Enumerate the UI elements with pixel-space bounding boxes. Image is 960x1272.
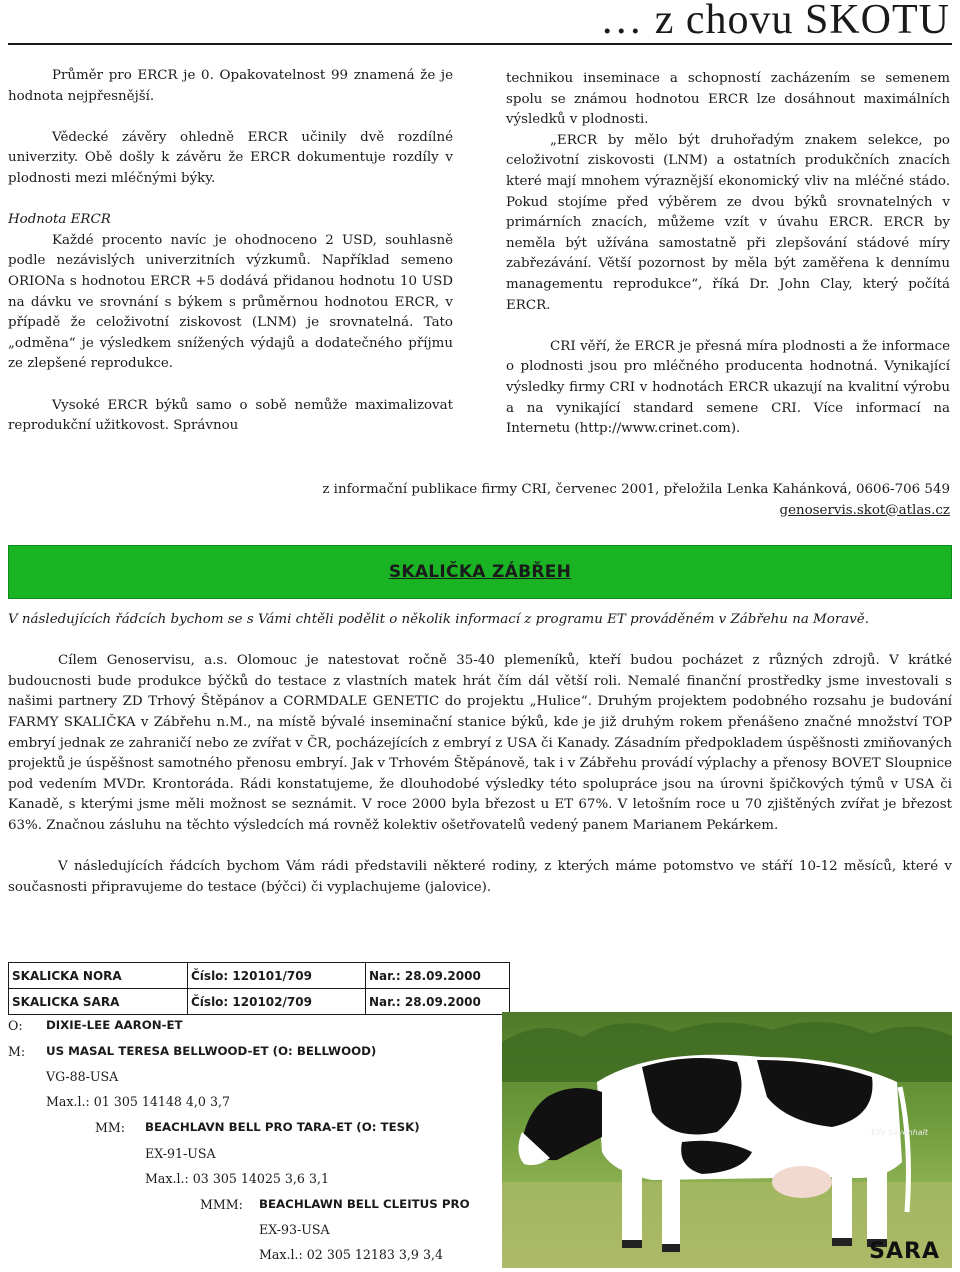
left-column	[8, 66, 453, 437]
header-rule	[8, 43, 952, 45]
lead-paragraph: V následujících řádcích bychom se s Vámi chtěli podělit o několik informací z programu ET prováděném v Zábřehu na Moravě.	[8, 612, 869, 627]
animal-number: Číslo: 120101/709	[188, 963, 366, 989]
paragraph: technikou inseminace a schopností zacházením se semenem spolu se známou hodnotou ERCR lze dosáhnout maximálních výsledků v plodnosti.	[506, 71, 950, 128]
sire-label: O:	[8, 1018, 23, 1033]
cow-photo	[502, 1012, 952, 1268]
dam-label: M:	[8, 1044, 26, 1059]
translation-credit	[190, 480, 950, 521]
table-row	[9, 963, 510, 989]
animal-birth-date: Nar.: 28.09.2000	[366, 963, 510, 989]
section-banner	[8, 545, 952, 599]
page-header-title: … z chovu SKOTU	[600, 0, 950, 43]
photo-label: SARA	[869, 1239, 940, 1264]
great-granddam-name: BEACHLAWN BELL CLEITUS PRO	[259, 1197, 470, 1211]
right-column	[506, 69, 950, 440]
great-granddam-max-lactation: Max.l.: 02 305 12183 3,9 3,4	[259, 1247, 443, 1262]
granddam-name: BEACHLAVN BELL PRO TARA-ET (O: TESK)	[145, 1120, 420, 1134]
animal-name: SKALICKA SARA	[9, 989, 188, 1015]
credit-email-link[interactable]: genoservis.skot@atlas.cz	[779, 502, 950, 518]
animal-birth-date: Nar.: 28.09.2000	[366, 989, 510, 1015]
dam-classification: VG-88-USA	[46, 1069, 119, 1084]
dam-max-lactation: Max.l.: 01 305 14148 4,0 3,7	[46, 1094, 230, 1109]
table-row	[9, 989, 510, 1015]
great-granddam-classification: EX-93-USA	[259, 1222, 330, 1237]
paragraph: Průměr pro ERCR je 0. Opakovatelnost 99 znamená že je hodnota nejpřesnější.	[8, 68, 453, 104]
granddam-label: MM:	[95, 1120, 126, 1135]
section-subheading: Hodnota ERCR	[8, 212, 111, 228]
paragraph: Každé procento navíc je ohodnoceno 2 USD, souhlasně podle nezávislých univerzitních výzkumů. Například semeno ORIONa s hodnotou ERCR +5 dodává přidanou hodnotu 10 USD na dávku ve srovnání s býkem s průměrnou hodnotou ERCR, v případě že celoživotní ziskovost (LNM) je srovnatelná. Tato „odměna“ je výsledkem snížených výdajů a dodatečného příjmu ze zlepšené reprodukce.	[8, 232, 453, 372]
cow-illustration	[502, 1012, 952, 1268]
photo-credit: Elly Savenhalt	[871, 1128, 928, 1137]
credit-line: z informační publikace firmy CRI, červenec 2001, přeložila Lenka Kahánková, 0606-706 549	[322, 482, 950, 497]
granddam-max-lactation: Max.l.: 03 305 14025 3,6 3,1	[145, 1171, 329, 1186]
sire-name: DIXIE-LEE AARON-ET	[46, 1018, 183, 1032]
animal-name: SKALICKA NORA	[9, 963, 188, 989]
article-body	[8, 610, 952, 898]
great-granddam-label: MMM:	[200, 1197, 243, 1212]
animal-number: Číslo: 120102/709	[188, 989, 366, 1015]
paragraph: Cílem Genoservisu, a.s. Olomouc je natestovat ročně 35-40 plemeníků, kteří budou pocházet z různých zdrojů. V krátké budoucnosti bude produkce býčků do testace z vlastních matek hrát čím dál větší roli. Nemalé finanční prostředky jsme investovali s našimi partnery ZD Trhový Štěpánov a CORMDALE GENETIC do projektu „Hulice“. Druhým projektem podobného rozsahu je budování FARMY SKALIČKA v Zábřehu n.M., na místě bývalé inseminační stanice býků, kde je již druhým rokem přenášeno značné množství TOP embryí jednak ze zahraničí nebo ze zvířat v ČR, pocházejících z embryí z USA či Kanady. Zásadním předpokladem úspěšnosti zmiňovaných projektů je úspěšnost samotného přenosu embryí. Jak v Trhovém Štěpánově, tak i v Zábřehu provádí výplachy a přenosy BOVET Sloupnice pod vedením MVDr. Krontoráda. Rádi konstatujeme, že dlouhodobé výsledky této spolupráce jsou na úrovni špičkových týmů v USA či Kanadě, s kterými jsme měli možnost se seznámit. V roce 2000 byla březost u ET 67%. V letošním roce u 70 zjištěných zvířat je březost 63%. Značnou zásluhu na těchto výsledcích má rovněž kolektiv ošetřovatelů vedený panem Marianem Pekárkem.	[8, 653, 952, 833]
dam-name: US MASAL TERESA BELLWOOD-ET (O: BELLWOOD)	[46, 1044, 377, 1058]
paragraph: Vysoké ERCR býků samo o sobě nemůže maximalizovat reprodukční užitkovost. Správnou	[8, 397, 453, 434]
granddam-classification: EX-91-USA	[145, 1146, 216, 1161]
animal-registry-table	[8, 962, 510, 1015]
paragraph: Vědecké závěry ohledně ERCR učinily dvě rozdílné univerzity. Obě došly k závěru že ERCR dokumentuje rozdíly v plodnosti mezi mléčnými býky.	[8, 129, 453, 186]
paragraph: CRI věří, že ERCR je přesná míra plodnosti a že informace o plodnosti jsou pro mléčného producenta hodnotná. Vynikající výsledky firmy CRI v hodnotách ERCR ukazují na kvalitní výrobu a na vynikající standard semene CRI. Více informací na Internetu (http://www.crinet.com).	[506, 338, 950, 437]
paragraph: V následujících řádcích bychom Vám rádi představili některé rodiny, z kterých máme potomstvo ve stáří 10-12 měsíců, které v současnosti připravujeme do testace (býčci) či vyplachujeme (jalovice).	[8, 859, 952, 895]
quote-paragraph: „ERCR by mělo být druhořadým znakem selekce, po celoživotní ziskovosti (LNM) a ostatních produkčních znacích které mají mnohem výraznější ekonomický vliv na mléčné stádo. Pokud stojíme před výběrem ze dvou býků srovnatelných v primárních znacích, můžeme vzít v úvahu ERCR. ERCR by neměla být užívána samostatně při zlepšování stádové míry zabřezávání. Větší pozornost by měla být zaměřena k dennímu managementu reprodukce“, říká Dr. John Clay, který počítá ERCR.	[506, 132, 950, 313]
banner-title: SKALIČKA ZÁBŘEH	[388, 562, 572, 582]
